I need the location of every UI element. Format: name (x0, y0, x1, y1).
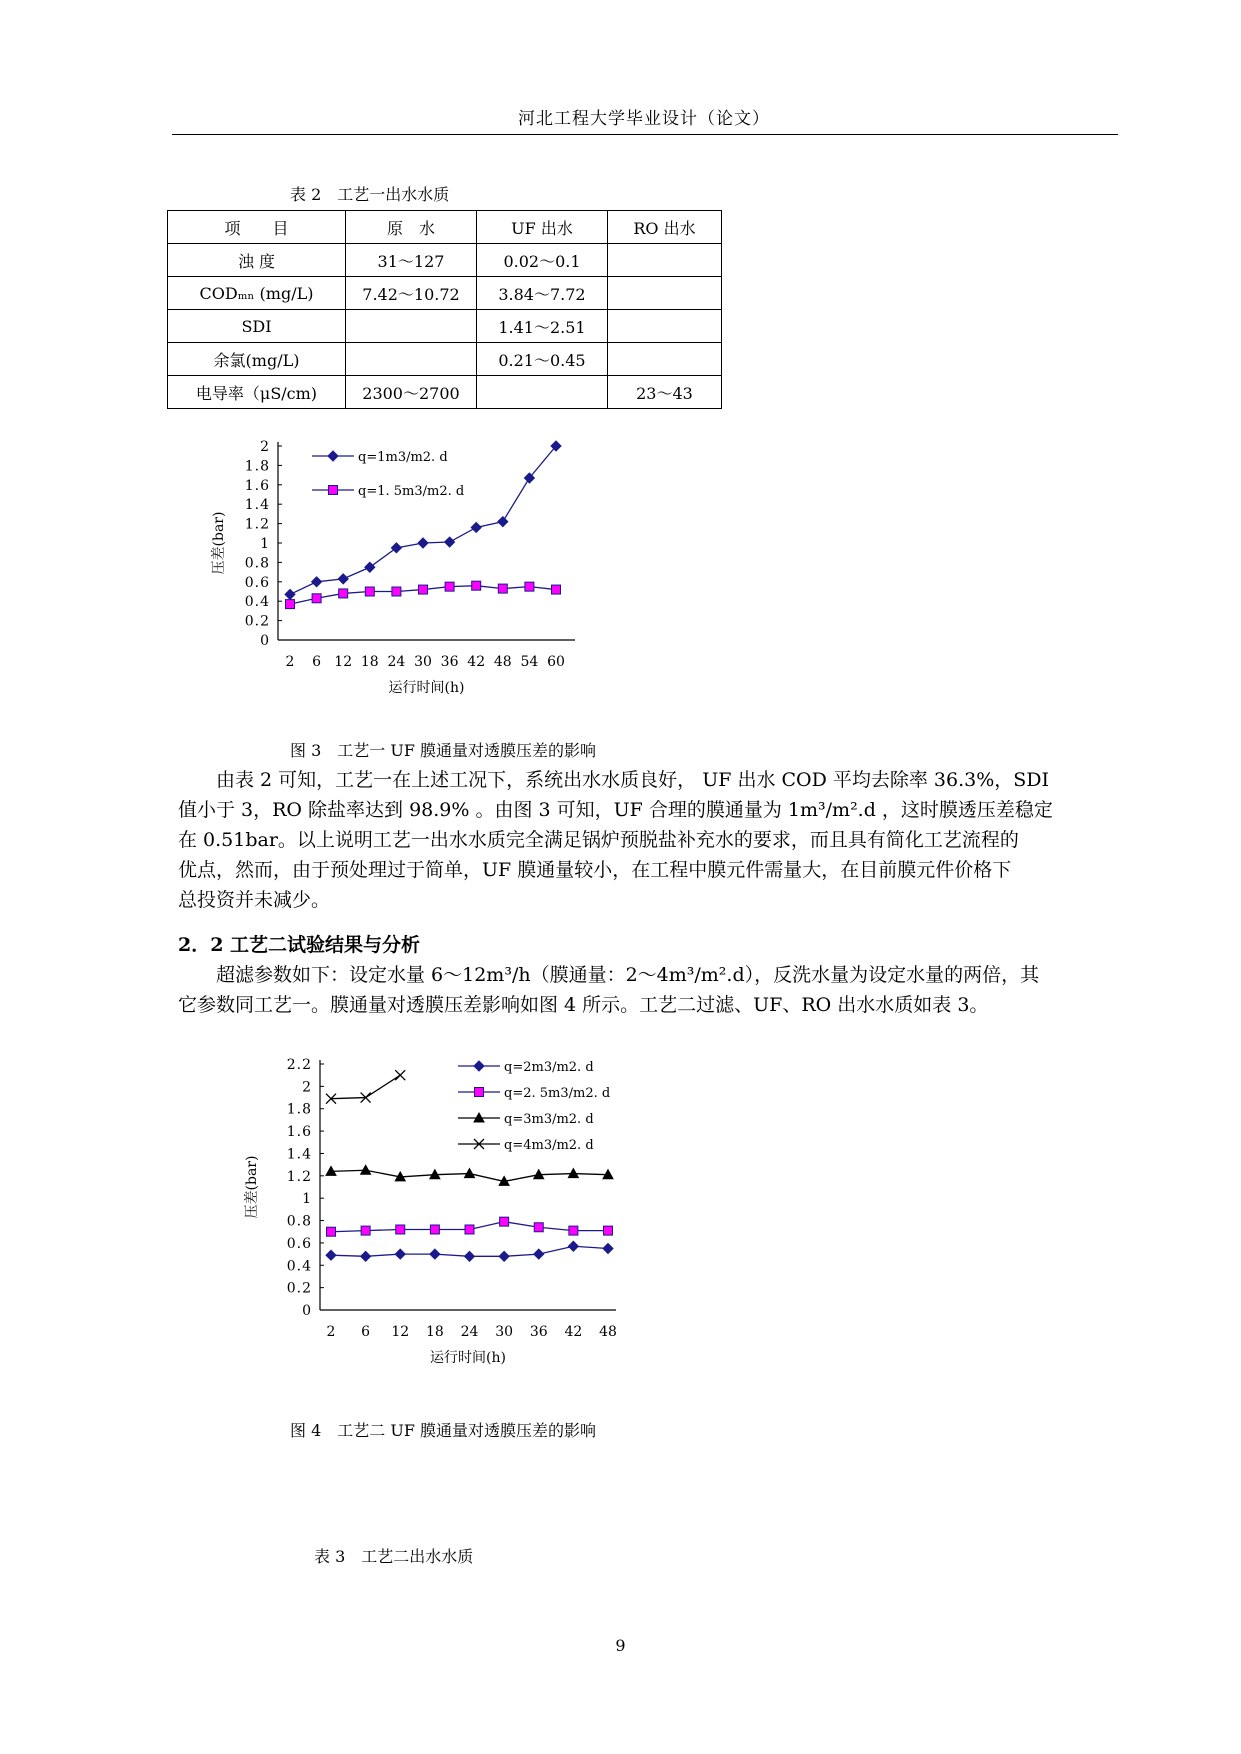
x-tick-label: 12 (334, 654, 353, 670)
table-cell: 浊 度 (168, 244, 346, 277)
data-point-diamond (365, 562, 375, 572)
table-row (168, 343, 722, 376)
data-point-diamond (603, 1244, 613, 1254)
table-cell: 2300～2700 (346, 376, 477, 409)
data-point-square (419, 585, 428, 594)
x-tick-label: 12 (391, 1324, 410, 1340)
data-point-square (329, 486, 338, 495)
data-point-diamond (474, 1061, 484, 1071)
table-header-cell: RO 出水 (608, 211, 722, 244)
paragraph-line: 由表 2 可知，工艺一在上述工况下，系统出水水质良好， UF 出水 COD 平均去除率 36.3%，SDI (178, 769, 1050, 791)
data-point-square (286, 600, 295, 609)
y-tick-label: 2.2 (286, 1057, 312, 1073)
x-tick-label: 18 (360, 654, 379, 670)
legend-label: q=2m3/m2. d (504, 1060, 594, 1075)
paragraph-line: 它参数同工艺一。膜通量对透膜压差影响如图 4 所示。工艺二过滤、UF、RO 出水水质如表 3。 (178, 994, 989, 1016)
y-axis-label: 压差(bar) (211, 511, 227, 575)
legend-label: q=1m3/m2. d (358, 450, 448, 465)
figure3-chart (200, 438, 620, 718)
y-tick-label: 0.4 (244, 594, 270, 611)
x-tick-label: 48 (493, 654, 512, 670)
table-header-cell: UF 出水 (477, 211, 608, 244)
data-point-diamond (568, 1241, 578, 1251)
table-header-cell: 原 水 (346, 211, 477, 244)
table2-caption: 表 2 工艺一出水水质 (290, 185, 450, 204)
data-point-diamond (361, 1251, 371, 1261)
data-point-diamond (312, 577, 322, 587)
x-tick-label: 54 (520, 654, 539, 670)
data-point-square (500, 1217, 509, 1226)
figure4-caption: 图 4 工艺二 UF 膜通量对透膜压差的影响 (290, 1421, 597, 1440)
table-row (168, 277, 722, 310)
table-cell (608, 277, 722, 310)
data-point-x (395, 1070, 405, 1080)
data-point-square (392, 587, 401, 596)
paragraph-line: 在 0.51bar。以上说明工艺一出水水质完全满足锅炉预脱盐补充水的要求，而且具有简化工艺流程的 (178, 829, 1019, 851)
table-cell (608, 244, 722, 277)
y-tick-label: 0 (302, 1303, 312, 1319)
data-point-square (604, 1226, 613, 1235)
data-point-diamond (338, 574, 348, 584)
x-tick-label: 48 (599, 1324, 617, 1340)
table-cell (608, 343, 722, 376)
legend-label: q=1. 5m3/m2. d (358, 484, 465, 499)
data-point-square (534, 1223, 543, 1232)
y-tick-label: 0 (260, 633, 270, 649)
y-tick-label: 2 (260, 439, 270, 455)
table-cell: 1.41～2.51 (477, 310, 608, 343)
figure3-caption: 图 3 工艺一 UF 膜通量对透膜压差的影响 (290, 741, 597, 760)
y-tick-label: 1.8 (286, 1101, 312, 1118)
page-header-title: 河北工程大学毕业设计（论文） (518, 109, 770, 129)
table-header-row (168, 211, 722, 244)
paragraph-line: 总投资并未减少。 (178, 889, 331, 911)
data-point-square (339, 589, 348, 598)
paragraph-line: 优点，然而，由于预处理过于简单，UF 膜通量较小，在工程中膜元件需量大，在目前膜元件价格下 (178, 859, 1012, 881)
table-row (168, 244, 722, 277)
y-tick-label: 1.4 (244, 497, 270, 514)
y-tick-label: 1.2 (244, 516, 270, 533)
data-point-square (525, 582, 534, 591)
legend-label: q=4m3/m2. d (504, 1138, 594, 1153)
x-tick-label: 24 (387, 654, 406, 670)
y-tick-label: 2 (302, 1079, 312, 1096)
table-cell (346, 310, 477, 343)
data-point-square (327, 1227, 336, 1236)
y-tick-label: 0.6 (244, 574, 270, 591)
table-cell (608, 310, 722, 343)
x-tick-label: 36 (440, 654, 459, 670)
x-tick-label: 6 (361, 1324, 371, 1340)
data-point-square (361, 1226, 370, 1235)
data-point-square (445, 582, 454, 591)
x-tick-label: 2 (326, 1324, 336, 1340)
y-tick-label: 1.2 (286, 1168, 312, 1185)
table-cell: 电导率（μS/cm) (168, 376, 346, 409)
table-cell: 0.02～0.1 (477, 244, 608, 277)
y-tick-label: 0.2 (286, 1280, 312, 1297)
data-point-square (498, 584, 507, 593)
data-point-diamond (430, 1249, 440, 1259)
table-header-cell: 项 目 (168, 211, 346, 244)
x-tick-label: 42 (564, 1324, 583, 1340)
y-tick-label: 0.8 (244, 555, 270, 572)
x-tick-label: 60 (547, 654, 565, 670)
paragraph-line: 超滤参数如下：设定水量 6～12m³/h（膜通量：2～4m³/m².d），反洗水量为设定水量的两倍，其 (178, 964, 1040, 986)
x-tick-label: 36 (529, 1324, 548, 1340)
table-cell: 0.21～0.45 (477, 343, 608, 376)
table-cell: 31～127 (346, 244, 477, 277)
data-point-diamond (498, 517, 508, 527)
data-point-square (396, 1225, 405, 1234)
paragraph-line: 值小于 3，RO 除盐率达到 98.9% 。由图 3 可知，UF 合理的膜通量为 1m³/m².d ，这时膜透压差稳定 (178, 799, 1053, 821)
data-point-square (475, 1088, 484, 1097)
x-tick-label: 18 (425, 1324, 444, 1340)
x-tick-label: 30 (414, 654, 432, 670)
y-tick-label: 1 (302, 1191, 312, 1208)
data-point-diamond (471, 522, 481, 532)
y-tick-label: 1 (260, 536, 270, 552)
table-row (168, 376, 722, 409)
table2 (167, 210, 722, 409)
figure4-chart (240, 1050, 640, 1380)
table-cell: 余氯(mg/L) (168, 343, 346, 376)
legend-label: q=3m3/m2. d (504, 1112, 594, 1127)
x-axis-label: 运行时间(h) (430, 1350, 506, 1366)
paragraph-1 (178, 765, 1118, 915)
data-point-diamond (499, 1251, 509, 1261)
data-point-diamond (418, 538, 428, 548)
data-point-square (430, 1225, 439, 1234)
series-line (290, 446, 556, 594)
data-point-diamond (534, 1249, 544, 1259)
data-point-diamond (391, 543, 401, 553)
header-rule (172, 134, 1118, 135)
y-tick-label: 0.8 (286, 1213, 312, 1230)
table-cell: 3.84～7.72 (477, 277, 608, 310)
table-row (168, 310, 722, 343)
table3-caption: 表 3 工艺二出水水质 (314, 1547, 474, 1566)
y-tick-label: 0.4 (286, 1258, 312, 1275)
y-tick-label: 1.8 (244, 458, 270, 475)
table-cell: 23～43 (608, 376, 722, 409)
section-heading: 2．2 工艺二试验结果与分析 (178, 934, 421, 956)
data-point-diamond (465, 1251, 475, 1261)
x-tick-label: 42 (467, 654, 486, 670)
x-tick-label: 30 (495, 1324, 514, 1340)
data-point-diamond (285, 589, 295, 599)
y-axis-label: 压差(bar) (244, 1155, 260, 1219)
data-point-square (465, 1225, 474, 1234)
data-point-diamond (328, 451, 338, 461)
data-point-square (472, 581, 481, 590)
y-tick-label: 0.6 (286, 1235, 312, 1252)
y-tick-label: 1.4 (286, 1146, 312, 1163)
paragraph-2 (178, 960, 1118, 1020)
table-cell: SDI (168, 310, 346, 343)
legend-label: q=2. 5m3/m2. d (504, 1086, 611, 1101)
data-point-square (365, 587, 374, 596)
data-point-diamond (395, 1249, 405, 1259)
table-cell: CODₘₙ (mg/L) (168, 277, 346, 310)
x-axis-label: 运行时间(h) (388, 680, 465, 696)
x-tick-label: 6 (312, 654, 322, 670)
table-cell: 7.42～10.72 (346, 277, 477, 310)
data-point-square (569, 1226, 578, 1235)
series-line (331, 1075, 400, 1098)
data-point-square (312, 594, 321, 603)
data-point-diamond (445, 537, 455, 547)
data-point-square (552, 585, 561, 594)
y-tick-label: 0.2 (244, 613, 270, 630)
y-tick-label: 1.6 (286, 1124, 312, 1141)
y-tick-label: 1.6 (244, 477, 270, 494)
table-cell (477, 376, 608, 409)
data-point-diamond (326, 1250, 336, 1260)
table-cell (346, 343, 477, 376)
page-number: 9 (615, 1636, 626, 1655)
x-tick-label: 2 (285, 654, 295, 670)
x-tick-label: 24 (460, 1324, 479, 1340)
